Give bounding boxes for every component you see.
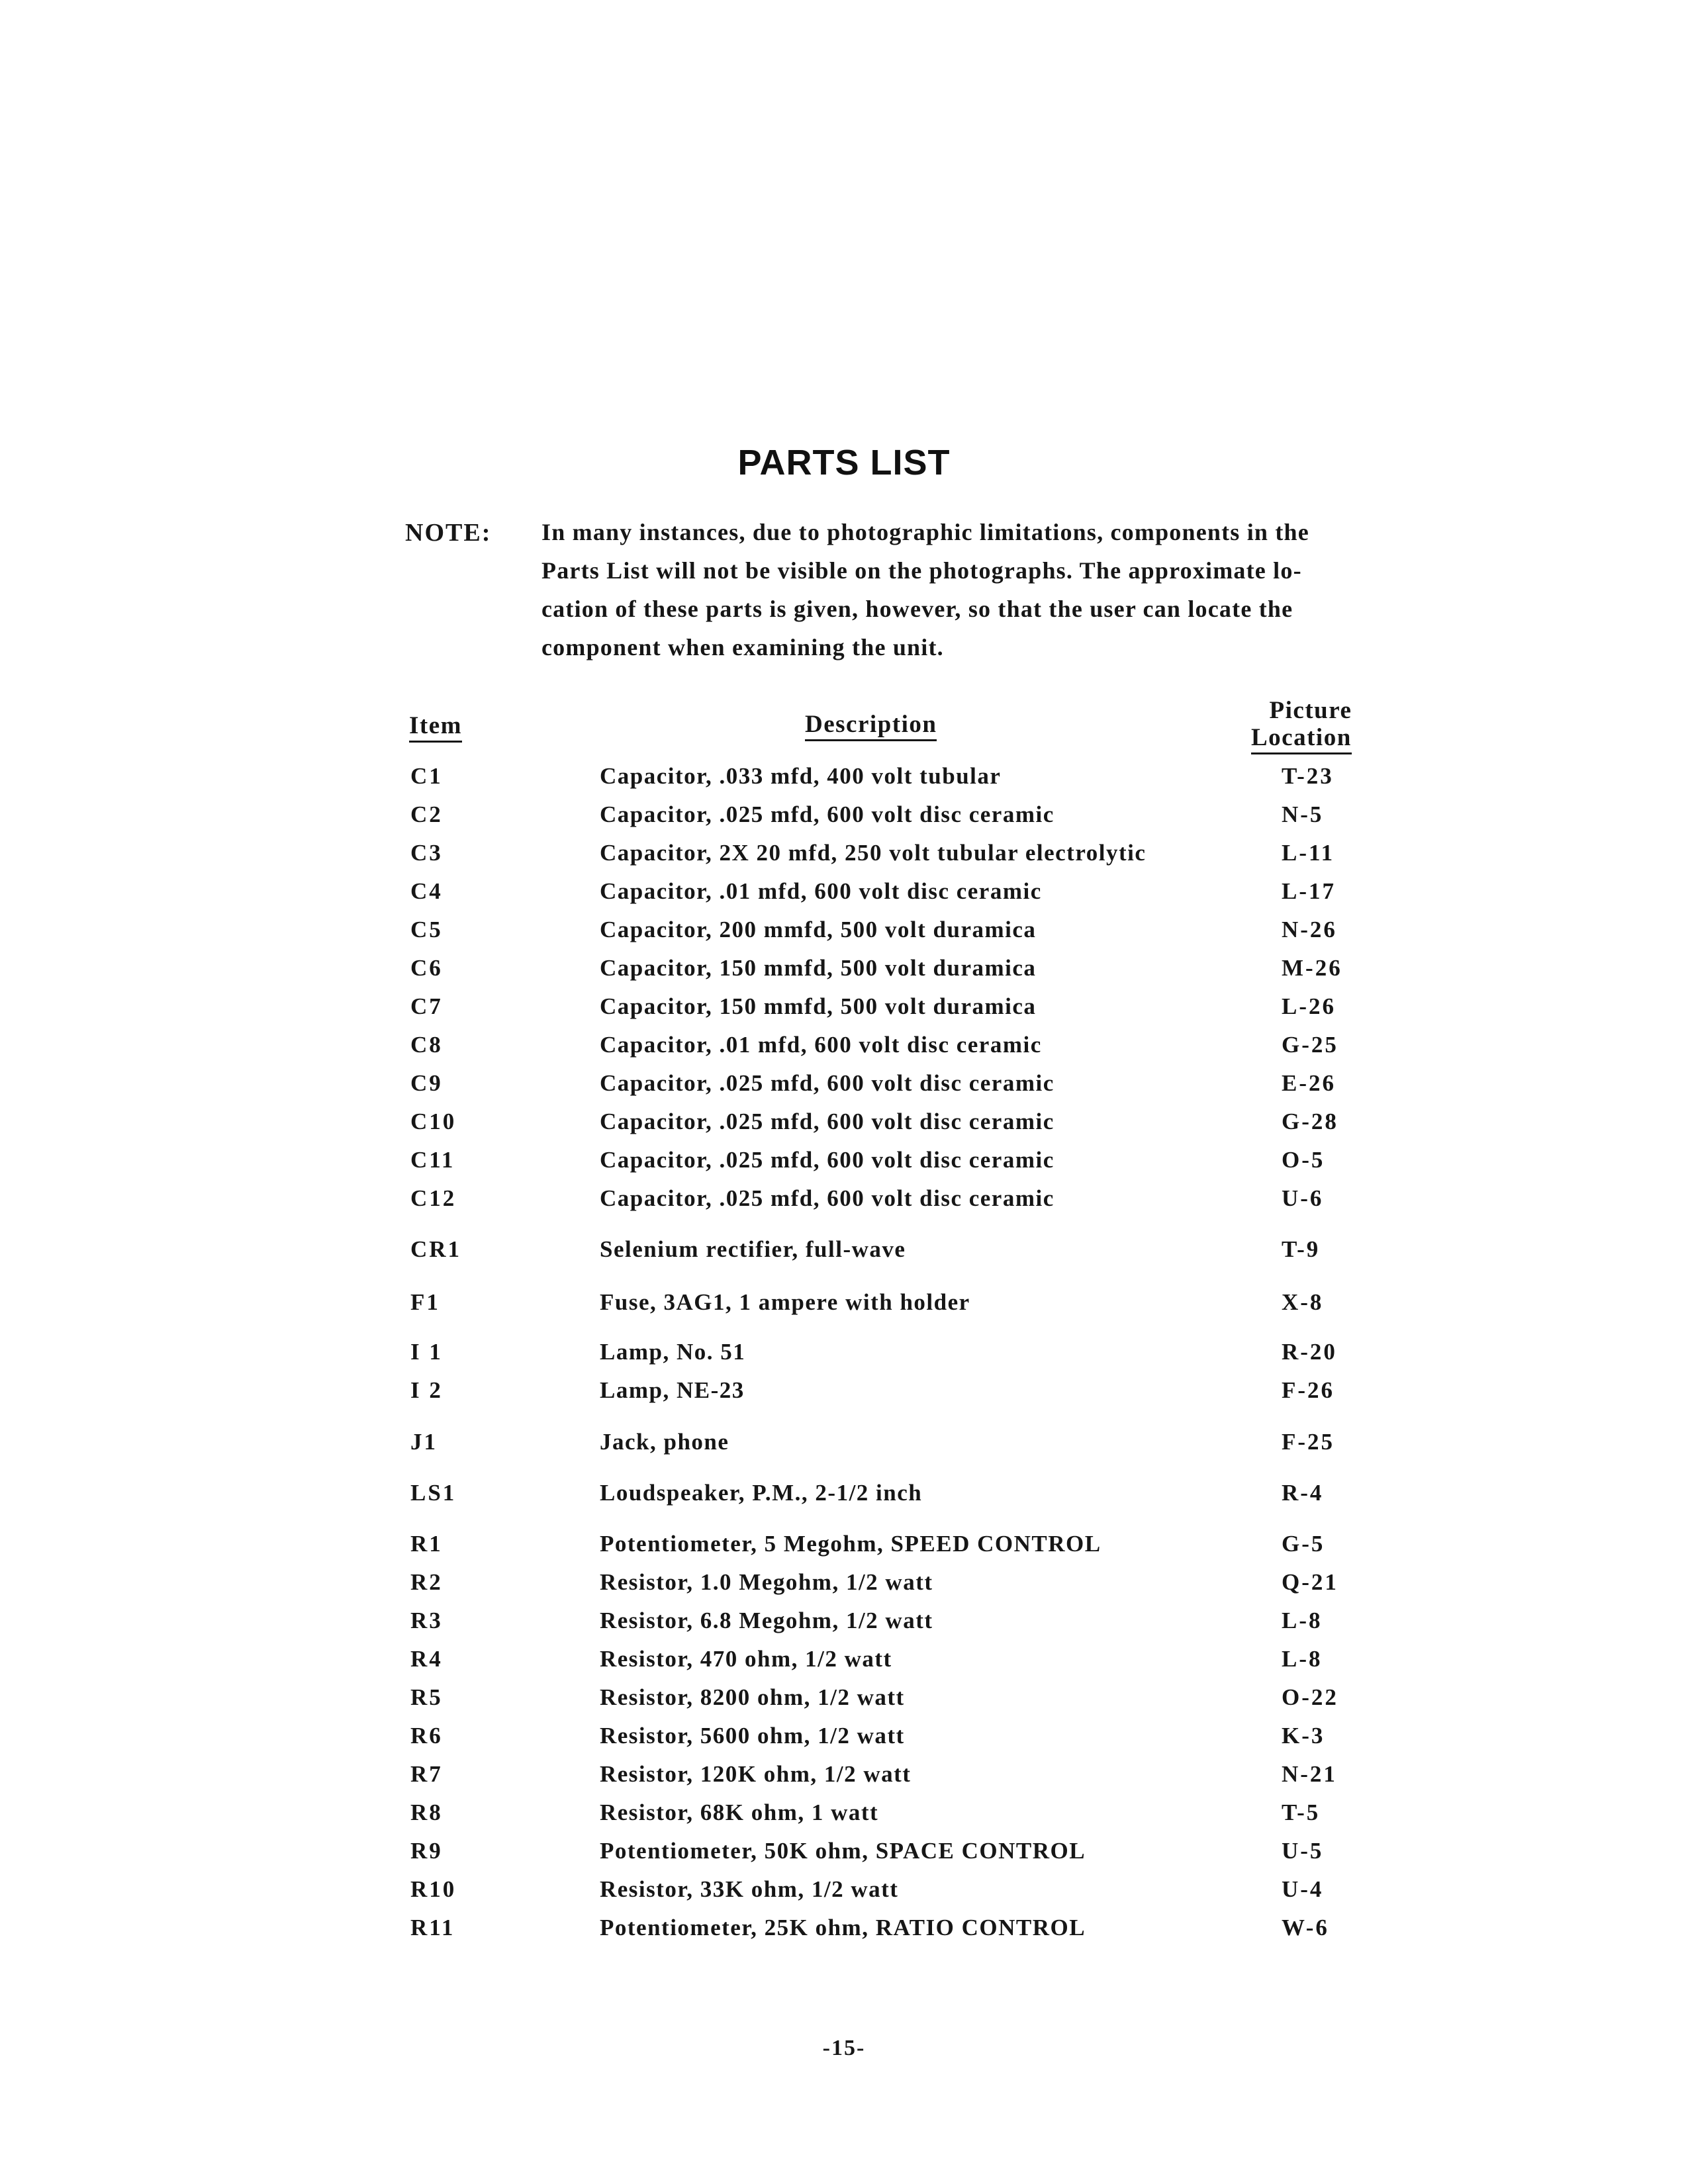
part-item-code: J1 <box>410 1429 438 1455</box>
table-row <box>0 1289 1688 1322</box>
note-text-line: In many instances, due to photographic limitations, components in the <box>541 519 1309 545</box>
part-description: Potentiometer, 5 Megohm, SPEED CONTROL <box>600 1531 1102 1557</box>
part-picture-location: T-23 <box>1282 763 1334 789</box>
part-item-code: R5 <box>410 1684 443 1710</box>
table-row <box>0 1915 1688 1948</box>
page-title: PARTS LIST <box>737 443 951 482</box>
part-item-code: I 2 <box>410 1377 443 1403</box>
part-description: Jack, phone <box>600 1429 729 1455</box>
table-row <box>0 1377 1688 1410</box>
note-text-line: Parts List will not be visible on the photographs. The approximate lo- <box>541 557 1302 584</box>
part-description: Capacitor, .025 mfd, 600 volt disc ceramic <box>600 1109 1055 1134</box>
part-picture-location: N-26 <box>1282 917 1337 942</box>
part-picture-location: E-26 <box>1282 1070 1336 1096</box>
table-row <box>0 1646 1688 1679</box>
part-picture-location: G-5 <box>1282 1531 1325 1557</box>
part-description: Resistor, 470 ohm, 1/2 watt <box>600 1646 892 1672</box>
part-picture-location: R-20 <box>1282 1339 1337 1365</box>
table-row <box>0 1799 1688 1833</box>
table-row <box>0 1185 1688 1218</box>
part-picture-location: G-25 <box>1282 1032 1338 1058</box>
part-picture-location: U-6 <box>1282 1185 1324 1211</box>
part-item-code: F1 <box>410 1289 440 1315</box>
part-item-code: C2 <box>410 801 443 827</box>
part-description: Capacitor, .01 mfd, 600 volt disc ceramic <box>600 1032 1042 1058</box>
part-description: Potentiometer, 25K ohm, RATIO CONTROL <box>600 1915 1086 1940</box>
part-picture-location: N-5 <box>1282 801 1324 827</box>
part-picture-location: U-5 <box>1282 1838 1324 1864</box>
part-item-code: R2 <box>410 1569 443 1595</box>
table-row <box>0 801 1688 835</box>
part-description: Resistor, 33K ohm, 1/2 watt <box>600 1876 899 1902</box>
part-picture-location: U-4 <box>1282 1876 1324 1902</box>
part-picture-location: L-26 <box>1282 993 1336 1019</box>
part-picture-location: M-26 <box>1282 955 1342 981</box>
part-picture-location: L-8 <box>1282 1608 1323 1633</box>
part-description: Resistor, 68K ohm, 1 watt <box>600 1799 879 1825</box>
column-header-location-line2: Location <box>1251 723 1352 752</box>
part-description: Capacitor, 150 mmfd, 500 volt duramica <box>600 955 1037 981</box>
table-row <box>0 1480 1688 1513</box>
part-description: Potentiometer, 50K ohm, SPACE CONTROL <box>600 1838 1086 1864</box>
table-row <box>0 1429 1688 1462</box>
part-description: Capacitor, .025 mfd, 600 volt disc ceramic <box>600 1185 1055 1211</box>
part-description: Lamp, NE-23 <box>600 1377 745 1403</box>
part-picture-location: N-21 <box>1282 1761 1337 1787</box>
part-picture-location: R-4 <box>1282 1480 1324 1506</box>
part-item-code: R7 <box>410 1761 443 1787</box>
part-description: Capacitor, .033 mfd, 400 volt tubular <box>600 763 1002 789</box>
page-number: -15- <box>822 2036 866 2060</box>
part-item-code: I 1 <box>410 1339 443 1365</box>
part-picture-location: X-8 <box>1282 1289 1324 1315</box>
table-row <box>0 1684 1688 1717</box>
part-picture-location: O-5 <box>1282 1147 1325 1173</box>
part-description: Capacitor, .025 mfd, 600 volt disc ceramic <box>600 1147 1055 1173</box>
part-description: Capacitor, .025 mfd, 600 volt disc ceramic <box>600 1070 1055 1096</box>
part-item-code: R11 <box>410 1915 455 1940</box>
part-item-code: C12 <box>410 1185 457 1211</box>
part-picture-location: G-28 <box>1282 1109 1338 1134</box>
part-item-code: R6 <box>410 1723 443 1749</box>
table-row <box>0 878 1688 911</box>
part-picture-location: O-22 <box>1282 1684 1338 1710</box>
table-row <box>0 1339 1688 1372</box>
part-picture-location: W-6 <box>1282 1915 1329 1940</box>
column-header-item: Item <box>409 711 462 740</box>
part-item-code: C7 <box>410 993 443 1019</box>
part-description: Capacitor, 2X 20 mfd, 250 volt tubular electrolytic <box>600 840 1147 866</box>
column-header-location-line1: Picture <box>1269 697 1352 724</box>
table-row <box>0 993 1688 1026</box>
part-description: Selenium rectifier, full-wave <box>600 1236 906 1262</box>
table-row <box>0 763 1688 796</box>
part-item-code: R4 <box>410 1646 443 1672</box>
part-description: Lamp, No. 51 <box>600 1339 746 1365</box>
part-picture-location: T-9 <box>1282 1236 1321 1262</box>
part-description: Capacitor, .01 mfd, 600 volt disc ceramic <box>600 878 1042 904</box>
part-item-code: R8 <box>410 1799 443 1825</box>
column-header-description: Description <box>805 710 937 739</box>
note-label: NOTE: <box>405 519 492 547</box>
table-row <box>0 1032 1688 1065</box>
part-description: Resistor, 1.0 Megohm, 1/2 watt <box>600 1569 933 1595</box>
table-row <box>0 1723 1688 1756</box>
note-text-line: component when examining the unit. <box>541 634 944 660</box>
part-description: Fuse, 3AG1, 1 ampere with holder <box>600 1289 970 1315</box>
part-item-code: R1 <box>410 1531 443 1557</box>
part-item-code: R3 <box>410 1608 443 1633</box>
part-item-code: C5 <box>410 917 443 942</box>
part-item-code: C8 <box>410 1032 443 1058</box>
part-picture-location: L-17 <box>1282 878 1336 904</box>
part-picture-location: F-25 <box>1282 1429 1335 1455</box>
table-row <box>0 1531 1688 1564</box>
part-picture-location: T-5 <box>1282 1799 1321 1825</box>
part-description: Resistor, 120K ohm, 1/2 watt <box>600 1761 912 1787</box>
table-row <box>0 1236 1688 1269</box>
part-item-code: CR1 <box>410 1236 462 1262</box>
part-description: Capacitor, 150 mmfd, 500 volt duramica <box>600 993 1037 1019</box>
part-description: Resistor, 6.8 Megohm, 1/2 watt <box>600 1608 933 1633</box>
part-item-code: C10 <box>410 1109 457 1134</box>
note-text-line: cation of these parts is given, however, so that the user can locate the <box>541 596 1293 622</box>
part-picture-location: L-8 <box>1282 1646 1323 1672</box>
part-description: Capacitor, 200 mmfd, 500 volt duramica <box>600 917 1037 942</box>
table-row <box>0 840 1688 873</box>
table-row <box>0 1109 1688 1142</box>
part-item-code: C4 <box>410 878 443 904</box>
table-row <box>0 1608 1688 1641</box>
part-description: Resistor, 5600 ohm, 1/2 watt <box>600 1723 905 1749</box>
table-row <box>0 1838 1688 1871</box>
table-row <box>0 955 1688 988</box>
part-description: Capacitor, .025 mfd, 600 volt disc ceramic <box>600 801 1055 827</box>
table-row <box>0 1761 1688 1794</box>
part-picture-location: Q-21 <box>1282 1569 1338 1595</box>
part-item-code: LS1 <box>410 1480 457 1506</box>
part-item-code: R9 <box>410 1838 443 1864</box>
part-item-code: R10 <box>410 1876 457 1902</box>
part-description: Resistor, 8200 ohm, 1/2 watt <box>600 1684 905 1710</box>
part-item-code: C3 <box>410 840 443 866</box>
part-picture-location: F-26 <box>1282 1377 1335 1403</box>
table-row <box>0 1147 1688 1180</box>
table-row <box>0 1569 1688 1602</box>
part-item-code: C11 <box>410 1147 455 1173</box>
part-description: Loudspeaker, P.M., 2-1/2 inch <box>600 1480 923 1506</box>
part-item-code: C9 <box>410 1070 443 1096</box>
table-row <box>0 1070 1688 1103</box>
part-picture-location: K-3 <box>1282 1723 1325 1749</box>
table-row <box>0 1876 1688 1909</box>
part-picture-location: L-11 <box>1282 840 1335 866</box>
part-item-code: C6 <box>410 955 443 981</box>
table-row <box>0 917 1688 950</box>
part-item-code: C1 <box>410 763 443 789</box>
